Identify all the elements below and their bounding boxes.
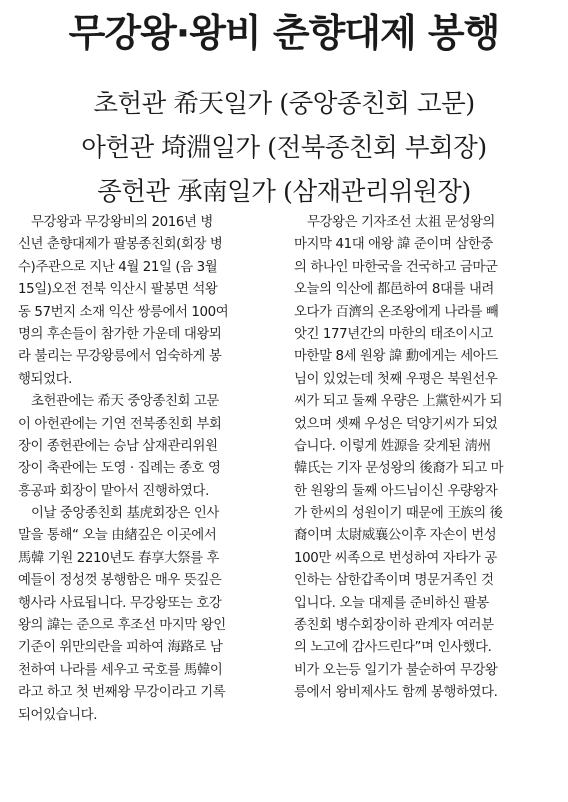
text-line: 천하여 나라를 세우고 국호를 馬韓이 <box>18 662 223 678</box>
text-line: 릉에서 왕비제사도 함께 봉행하였다. <box>294 685 498 701</box>
text-line: 예들이 정성껏 봉행함은 매우 뜻깊은 <box>18 573 222 589</box>
text-line: 15일)오전 전북 익산시 팔봉면 석왕 <box>18 282 218 298</box>
text-line: 무강왕과 무강왕비의 2016년 병 <box>18 215 213 230</box>
text-line: 가 한씨의 성원이기 때문에 王族의 後 <box>294 506 503 522</box>
text-line: 씨가 되고 둘째 우량은 上黨한씨가 되 <box>294 394 503 410</box>
text-line: 흥공파 회장이 맡아서 진행하였다. <box>18 483 209 499</box>
subheadline-third-offering: 종헌관 承南일가 (삼재관리위원장) <box>97 177 471 207</box>
text-line: 라고 하고 첫 번째왕 무강이라고 기록 <box>18 685 226 701</box>
text-line: 장이 종헌관에는 승남 삼재관리위원 <box>18 438 218 454</box>
text-line: 인하는 삼한갑족이며 명문거족인 것 <box>294 573 494 589</box>
text-line: 100만 씨족으로 번성하여 자타가 공 <box>294 550 497 566</box>
text-line: 韓氏는 기자 문성왕의 後裔가 되고 마 <box>294 461 504 477</box>
text-line: 무강왕은 기자조선 太祖 문성왕의 <box>294 215 495 230</box>
text-line: 라 불리는 무강왕릉에서 엄숙하게 봉 <box>18 349 222 365</box>
article-column-right <box>294 212 552 705</box>
text-line: 종친회 병수회장이하 관계자 여러분 <box>294 618 494 634</box>
text-line: 앗긴 177년간의 마한의 태조이시고 <box>294 326 493 342</box>
text-line: 오늘의 익산에 都邑하여 8대를 내려 <box>294 282 494 298</box>
text-line: 행되었다. <box>18 371 72 387</box>
text-line: 수)주관으로 지난 4월 21일 (음 3월 <box>18 259 218 275</box>
text-line: 기준이 위만의란을 피하여 海路로 남 <box>18 640 223 656</box>
text-line: 동 57번지 소재 익산 쌍릉에서 100여 <box>18 304 229 320</box>
article-column-left <box>18 212 276 727</box>
subheadline-first-offering: 초헌관 希天일가 (중앙종친회 고문) <box>93 89 475 119</box>
text-line: 이 아헌관에는 기연 전북종친회 부회 <box>18 416 222 432</box>
text-line: 님이 있었는데 첫째 우평은 북원선우 <box>294 371 498 387</box>
headline: 무강왕·왕비 춘향대제 봉행 <box>68 11 500 55</box>
text-line: 신년 춘향대제가 팔봉종친회(회장 병 <box>18 237 223 253</box>
text-line: 裔이며 太尉威襄公이후 자손이 번성 <box>294 528 497 544</box>
text-line: 왕의 諱는 준으로 후조선 마지막 왕인 <box>18 618 226 634</box>
text-line: 의 하나인 마한국을 건국하고 금마군 <box>294 259 498 275</box>
text-line: 한 원왕의 둘째 아드님이신 우량왕자 <box>294 483 498 499</box>
text-line: 馬韓 기원 2210년도 春享大祭를 후 <box>18 550 220 566</box>
subheadline-second-offering: 아헌관 埼淵일가 (전북종친회 부회장) <box>81 133 487 163</box>
text-line: 초헌관에는 希天 중앙종친회 고문 <box>18 394 219 410</box>
text-line: 장이 축관에는 도영 · 집례는 종호 영 <box>18 461 221 477</box>
text-line: 마지막 41대 애왕 諱 준이며 삼한중 <box>294 237 493 253</box>
text-line: 마한말 8세 원왕 諱 勳에게는 세아드 <box>294 349 498 365</box>
text-line: 되어있습니다. <box>18 707 98 723</box>
text-line: 었으며 셋째 우성은 덕양기씨가 되었 <box>294 416 498 432</box>
text-line: 습니다. 이렇게 姓源을 갖게된 淸州 <box>294 438 491 454</box>
text-line: 비가 오는등 일기가 불순하여 무강왕 <box>294 662 498 678</box>
text-line: 입니다. 오늘 대제를 준비하신 팔봉 <box>294 595 489 611</box>
text-line: 오다가 百濟의 온조왕에게 나라를 빼 <box>294 304 499 320</box>
subheadline-block <box>0 82 568 214</box>
text-line: 말을 통해“ 오늘 由緖깊은 이곳에서 <box>18 528 217 544</box>
text-line: 의 노고에 감사드린다”며 인사했다. <box>294 640 492 656</box>
text-line: 이날 중앙종친회 基虎회장은 인사 <box>18 506 219 522</box>
text-line: 명의 후손들이 참가한 가운데 대왕뫼 <box>18 326 222 342</box>
text-line: 행사라 사료됩니다. 무강왕또는 호강 <box>18 595 222 611</box>
